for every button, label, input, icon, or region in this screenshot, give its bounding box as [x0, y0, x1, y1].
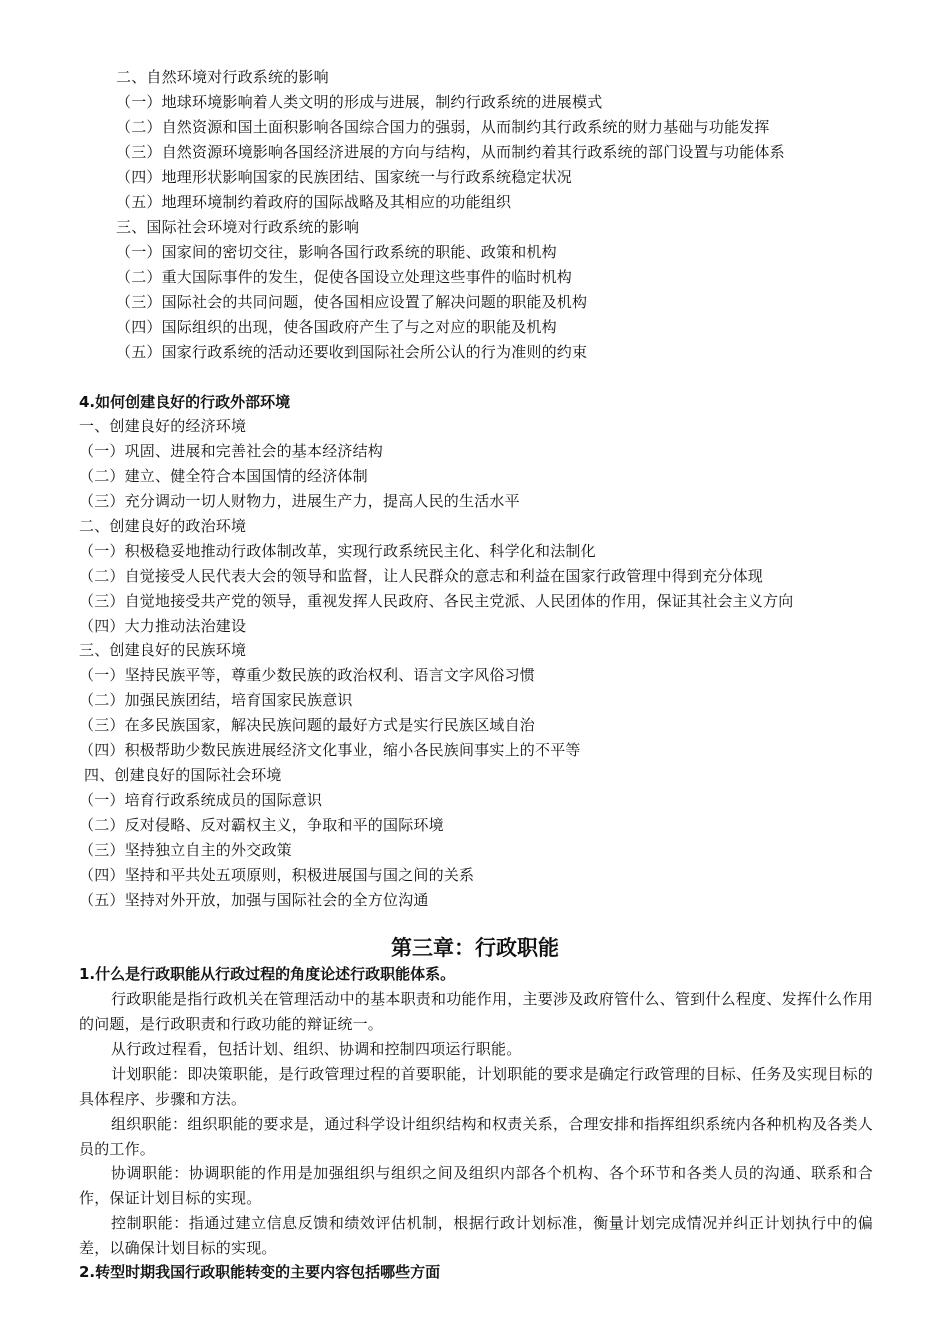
list-item: （三）自然资源环境影响各国经济进展的方向与结构，从而制约着其行政系统的部门设置与功能体系 [116, 143, 785, 161]
list-item: （一）坚持民族平等，尊重少数民族的政治权利、语言文字风俗习惯 [79, 666, 536, 684]
body-paragraph: 协调职能：协调职能的作用是加强组织与组织之间及组织内部各个机构、各个环节和各类人员的沟通、联系和合作，保证计划目标的实现。 [79, 1164, 873, 1207]
list-item: （三）自觉地接受共产党的领导，重视发挥人民政府、各民主党派、人民团体的作用，保证其社会主义方向 [79, 592, 794, 610]
list-item: （二）自觉接受人民代表大会的领导和监督，让人民群众的意志和利益在国家行政管理中得到充分体现 [79, 567, 764, 585]
section-heading-political: 二、创建良好的政治环境 [79, 517, 247, 535]
body-paragraph: 行政职能是指行政机关在管理活动中的基本职责和功能作用，主要涉及政府管什么、管到什么程度、发挥什么作用的问题，是行政职责和行政功能的辩证统一。 [79, 990, 873, 1033]
list-item: （二）加强民族团结，培育国家民族意识 [79, 691, 353, 709]
list-item: （四）地理形状影响国家的民族团结、国家统一与行政系统稳定状况 [116, 168, 573, 186]
list-item: （四）国际组织的出现，使各国政府产生了与之对应的职能及机构 [116, 318, 557, 336]
question-heading: 4.如何创建良好的行政外部环境 [79, 393, 291, 411]
list-item: （二）自然资源和国土面积影响各国综合国力的强弱，从而制约其行政系统的财力基础与功能发挥 [116, 118, 770, 136]
section-heading-international-society: 四、创建良好的国际社会环境 [84, 766, 282, 784]
list-item: （四）积极帮助少数民族进展经济文化事业，缩小各民族间事实上的不平等 [79, 741, 581, 759]
section-heading-ethnic: 三、创建良好的民族环境 [79, 641, 247, 659]
section-heading-economic: 一、创建良好的经济环境 [79, 417, 247, 435]
list-item: （一）巩固、进展和完善社会的基本经济结构 [79, 442, 384, 460]
list-item: （二）重大国际事件的发生，促使各国设立处理这些事件的临时机构 [116, 268, 573, 286]
body-paragraph: 计划职能：即决策职能，是行政管理过程的首要职能，计划职能的要求是确定行政管理的目标、任务及实现目标的具体程序、步骤和方法。 [79, 1065, 873, 1108]
list-item: （五）地理环境制约着政府的国际战略及其相应的功能组织 [116, 193, 512, 211]
list-item: （三）国际社会的共同问题，使各国相应设置了解决问题的职能及机构 [116, 293, 588, 311]
body-paragraph: 控制职能：指通过建立信息反馈和绩效评估机制，根据行政计划标准，衡量计划完成情况并纠正计划执行中的偏差，以确保计划目标的实现。 [79, 1214, 873, 1257]
body-paragraph: 从行政过程看，包括计划、组织、协调和控制四项运行职能。 [111, 1040, 522, 1058]
list-item: （三）坚持独立自主的外交政策 [79, 841, 292, 859]
list-item: （三）充分调动一切人财物力，进展生产力，提高人民的生活水平 [79, 492, 520, 510]
question-heading: 2.转型时期我国行政职能转变的主要内容包括哪些方面 [79, 1263, 441, 1281]
list-item: （一）积极稳妥地推动行政体制改革，实现行政系统民主化、科学化和法制化 [79, 542, 596, 560]
list-item: （五）国家行政系统的活动还要收到国际社会所公认的行为准则的约束 [116, 343, 588, 361]
list-item: （一）培育行政系统成员的国际意识 [79, 791, 323, 809]
list-item: （四）坚持和平共处五项原则，积极进展国与国之间的关系 [79, 866, 475, 884]
list-item: （四）大力推动法治建设 [79, 617, 247, 635]
section-heading-natural-env: 二、自然环境对行政系统的影响 [116, 68, 329, 86]
list-item: （二）反对侵略、反对霸权主义，争取和平的国际环境 [79, 816, 444, 834]
section-heading-international-env: 三、国际社会环境对行政系统的影响 [116, 218, 360, 236]
list-item: （二）建立、健全符合本国国情的经济体制 [79, 467, 368, 485]
body-paragraph: 组织职能：组织职能的要求是，通过科学设计组织结构和权责关系，合理安排和指挥组织系统内各种机构及各类人员的工作。 [79, 1115, 873, 1158]
list-item: （三）在多民族国家，解决民族问题的最好方式是实行民族区域自治 [79, 716, 536, 734]
chapter-title: 第三章：行政职能 [391, 936, 559, 960]
list-item: （一）地球环境影响着人类文明的形成与进展，制约行政系统的进展模式 [116, 93, 603, 111]
list-item: （五）坚持对外开放，加强与国际社会的全方位沟通 [79, 891, 429, 909]
question-heading: 1.什么是行政职能从行政过程的角度论述行政职能体系。 [79, 965, 456, 983]
list-item: （一）国家间的密切交往，影响各国行政系统的职能、政策和机构 [116, 243, 557, 261]
